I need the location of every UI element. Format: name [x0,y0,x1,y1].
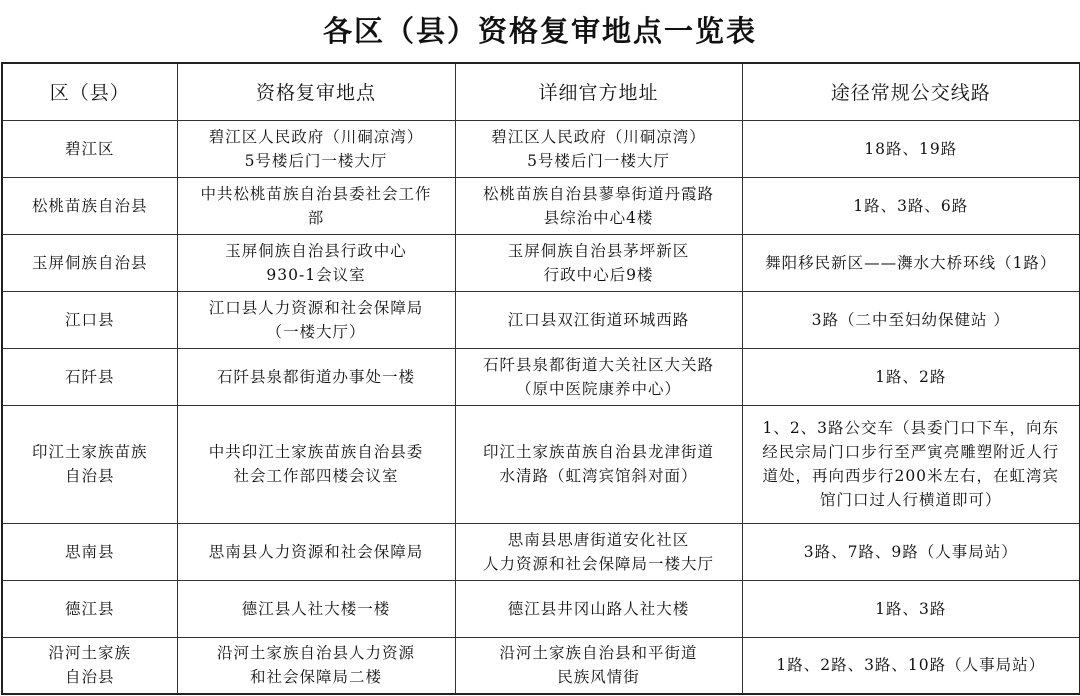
cell-location: 思南县人力资源和社会保障局 [177,523,455,580]
cell-location: 中共松桃苗族自治县委社会工作 部 [177,177,455,234]
cell-address: 玉屏侗族自治县茅坪新区 行政中心后9楼 [455,234,742,291]
cell-bus: 1、2、3路公交车（县委门口下车，向东 经民宗局门口步行至严寅亮雕塑附近人行 道处，再向西步行200米左右，在虹湾宾 馆门口过人行横道即可） [742,405,1080,523]
cell-address: 碧江区人民政府（川硐凉湾） 5号楼后门一楼大厅 [455,120,742,177]
table-row [2,291,1080,348]
header-official-address: 详细官方地址 [455,63,742,120]
cell-district: 石阡县 [2,348,177,405]
cell-address: 石阡县泉都街道大关社区大关路 （原中医院康养中心） [455,348,742,405]
header-district: 区（县） [2,63,177,120]
cell-location: 中共印江土家族苗族自治县委 社会工作部四楼会议室 [177,405,455,523]
cell-address: 松桃苗族自治县蓼皋街道丹霞路 县综治中心4楼 [455,177,742,234]
cell-bus: 18路、19路 [742,120,1080,177]
cell-bus: 1路、3路、6路 [742,177,1080,234]
cell-address: 江口县双江街道环城西路 [455,291,742,348]
cell-bus: 1路、3路 [742,580,1080,637]
cell-bus: 1路、2路、3路、10路（人事局站） [742,637,1080,694]
table-row [2,405,1080,523]
review-locations-table [1,62,1080,695]
table-header-row [2,63,1080,120]
cell-address: 印江土家族苗族自治县龙津街道 水清路（虹湾宾馆斜对面） [455,405,742,523]
cell-district: 松桃苗族自治县 [2,177,177,234]
cell-bus: 1路、2路 [742,348,1080,405]
cell-location: 江口县人力资源和社会保障局 （一楼大厅） [177,291,455,348]
cell-district: 玉屏侗族自治县 [2,234,177,291]
cell-location: 石阡县泉都街道办事处一楼 [177,348,455,405]
cell-district: 思南县 [2,523,177,580]
cell-district: 碧江区 [2,120,177,177]
cell-district: 江口县 [2,291,177,348]
cell-bus: 3路（二中至妇幼保健站 ） [742,291,1080,348]
cell-bus: 舞阳移民新区——㵲水大桥环线（1路） [742,234,1080,291]
table-row [2,637,1080,694]
header-bus-routes: 途径常规公交线路 [742,63,1080,120]
cell-location: 德江县人社大楼一楼 [177,580,455,637]
table-row [2,234,1080,291]
cell-district: 沿河土家族 自治县 [2,637,177,694]
table-row [2,177,1080,234]
cell-district: 印江土家族苗族 自治县 [2,405,177,523]
table-row [2,523,1080,580]
table-row [2,580,1080,637]
table-row [2,348,1080,405]
page-title: 各区（县）资格复审地点一览表 [322,14,757,48]
header-review-location: 资格复审地点 [177,63,455,120]
cell-address: 德江县井冈山路人社大楼 [455,580,742,637]
table-row [2,120,1080,177]
cell-location: 碧江区人民政府（川硐凉湾） 5号楼后门一楼大厅 [177,120,455,177]
cell-address: 思南县思唐街道安化社区 人力资源和社会保障局一楼大厅 [455,523,742,580]
cell-district: 德江县 [2,580,177,637]
cell-location: 玉屏侗族自治县行政中心 930-1会议室 [177,234,455,291]
cell-location: 沿河土家族自治县人力资源 和社会保障局二楼 [177,637,455,694]
cell-address: 沿河土家族自治县和平街道 民族风情街 [455,637,742,694]
cell-bus: 3路、7路、9路（人事局站） [742,523,1080,580]
